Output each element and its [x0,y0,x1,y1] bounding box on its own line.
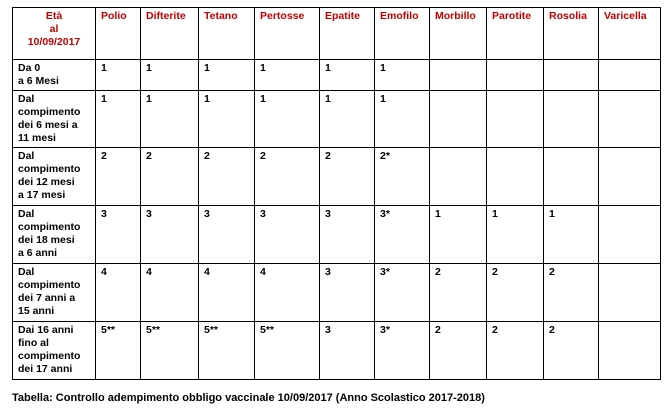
dose-cell: 1 [375,60,430,91]
age-cell: Dal compimento dei 12 mesi a 17 mesi [13,148,96,206]
dose-cell: 2 [430,264,487,322]
dose-cell [430,60,487,91]
header-age: Età al 10/09/2017 [13,8,96,60]
dose-cell: 1 [199,91,255,148]
dose-cell: 5** [199,322,255,380]
table-caption: Tabella: Controllo adempimento obbligo vaccinale 10/09/2017 (Anno Scolastico 2017-2018) [12,392,485,404]
dose-cell: 1 [487,206,544,264]
dose-cell [544,60,599,91]
age-cell: Dal compimento dei 6 mesi a 11 mesi [13,91,96,148]
dose-cell [599,60,661,91]
header-tetano: Tetano [199,8,255,60]
dose-cell [599,264,661,322]
dose-cell: 1 [141,60,199,91]
vaccination-table [12,7,661,380]
dose-cell: 2 [487,322,544,380]
dose-cell: 2* [375,148,430,206]
header-pertosse: Pertosse [255,8,320,60]
dose-cell [544,148,599,206]
dose-cell: 1 [375,91,430,148]
dose-cell: 2 [255,148,320,206]
header-epatite: Epatite [320,8,375,60]
dose-cell: 1 [430,206,487,264]
dose-cell: 5** [141,322,199,380]
dose-cell: 1 [96,91,141,148]
table-row [13,91,661,148]
table-row [13,60,661,91]
dose-cell [544,91,599,148]
table-row [13,148,661,206]
age-cell: Da 0 a 6 Mesi [13,60,96,91]
header-emofilo: Emofilo [375,8,430,60]
dose-cell: 3* [375,322,430,380]
dose-cell [487,148,544,206]
dose-cell: 1 [199,60,255,91]
dose-cell: 3 [199,206,255,264]
table-row [13,264,661,322]
dose-cell: 3 [320,264,375,322]
age-cell: Dal compimento dei 18 mesi a 6 anni [13,206,96,264]
dose-cell: 1 [96,60,141,91]
dose-cell: 2 [544,322,599,380]
dose-cell: 2 [141,148,199,206]
header-polio: Polio [96,8,141,60]
dose-cell: 4 [96,264,141,322]
dose-cell: 3 [255,206,320,264]
dose-cell: 2 [487,264,544,322]
dose-cell: 1 [544,206,599,264]
dose-cell: 1 [320,60,375,91]
dose-cell: 2 [544,264,599,322]
header-difterite: Difterite [141,8,199,60]
dose-cell [599,322,661,380]
dose-cell: 1 [255,60,320,91]
dose-cell: 4 [141,264,199,322]
dose-cell: 1 [255,91,320,148]
dose-cell: 2 [199,148,255,206]
dose-cell: 1 [141,91,199,148]
dose-cell [487,91,544,148]
dose-cell: 1 [320,91,375,148]
dose-cell: 3 [320,322,375,380]
dose-cell: 3 [320,206,375,264]
dose-cell: 2 [430,322,487,380]
dose-cell [487,60,544,91]
dose-cell [599,148,661,206]
dose-cell [430,91,487,148]
dose-cell [430,148,487,206]
table-row [13,206,661,264]
dose-cell [599,91,661,148]
dose-cell: 5** [255,322,320,380]
dose-cell: 5** [96,322,141,380]
dose-cell: 2 [320,148,375,206]
header-rosolia: Rosolia [544,8,599,60]
header-morbillo: Morbillo [430,8,487,60]
header-varicella: Varicella [599,8,661,60]
header-row [13,8,661,60]
dose-cell: 3 [141,206,199,264]
dose-cell: 4 [255,264,320,322]
header-parotite: Parotite [487,8,544,60]
dose-cell: 3 [96,206,141,264]
dose-cell: 2 [96,148,141,206]
dose-cell: 3* [375,206,430,264]
dose-cell: 4 [199,264,255,322]
dose-cell [599,206,661,264]
table-row [13,322,661,380]
age-cell: Dai 16 anni fino al compimento dei 17 anni [13,322,96,380]
dose-cell: 3* [375,264,430,322]
age-cell: Dal compimento dei 7 anni a 15 anni [13,264,96,322]
